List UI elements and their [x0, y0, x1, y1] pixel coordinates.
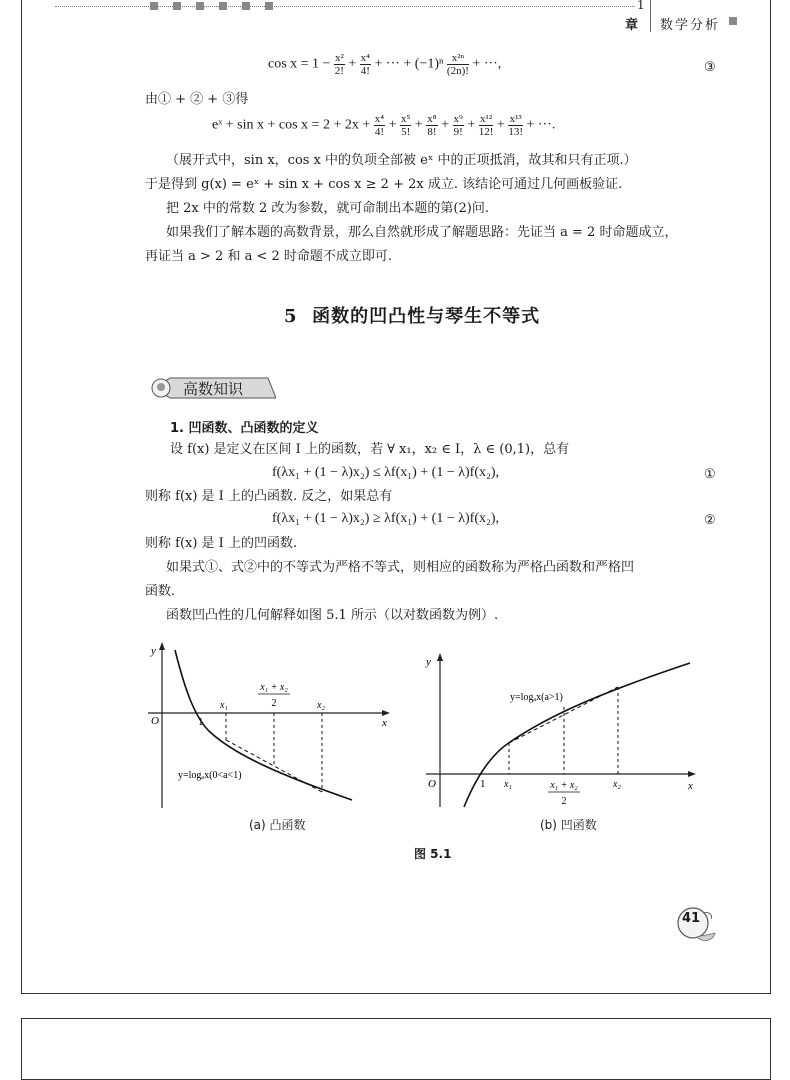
- curve-label: y=logₐx(0<a<1): [178, 770, 242, 781]
- badge-label: 高数知识: [183, 380, 244, 398]
- header-square-icon: [242, 2, 250, 10]
- subsection-heading: 1. 凹函数、凸函数的定义: [170, 421, 319, 436]
- equation-number: ②: [704, 513, 716, 528]
- header-square-icon: [219, 2, 227, 10]
- page-number: 41: [682, 911, 701, 926]
- y-label: y: [151, 645, 156, 657]
- figure-title: 图 5.1: [414, 847, 452, 861]
- section-title: 5 函数的凹凸性与琴生不等式: [284, 306, 541, 327]
- header-book-title: 数学分析: [660, 18, 721, 33]
- paragraph: 函数凹凸性的几何解释如图 5.1 所示（以对数函数为例）.: [166, 608, 499, 623]
- origin-label: O: [428, 778, 436, 790]
- figure-caption: (b) 凹函数: [540, 818, 597, 832]
- equation-3: cos x = 1 − $\frac{\text{x²}}{2!}$ + $\frac{\text{x⁴}}{4!}$ + ··· + (−1)ⁿ $\frac{\text{x²ⁿ}}{(2n)!}$ + ···,: [268, 52, 502, 77]
- header-square-icon: [196, 2, 204, 10]
- curve-label: y=logₐx(a>1): [510, 692, 563, 703]
- header-square-icon: [150, 2, 158, 10]
- origin-label: O: [151, 715, 159, 727]
- x2-label: x₂: [613, 779, 621, 790]
- y-axis-arrow-icon: [159, 642, 165, 650]
- mid-numerator: x₁ + x₂: [550, 780, 578, 791]
- header-square-icon: [729, 17, 737, 25]
- paragraph: 再证当 a > 2 和 a < 2 时命题不成立即可.: [145, 249, 393, 264]
- header-chapter-number: 1: [637, 0, 645, 12]
- paragraph: （展开式中，sin x，cos x 中的负项全部被 eˣ 中的正项抵消，故其和只有正项.）: [166, 153, 637, 168]
- x-axis-arrow-icon: [382, 710, 390, 716]
- x-label: x: [382, 717, 387, 729]
- header-separator: [650, 0, 651, 32]
- paragraph: 函数.: [145, 584, 176, 599]
- paragraph: 如果我们了解本题的高数背景，那么自然就形成了解题思路：先证当 a = 2 时命题成立，: [166, 225, 678, 240]
- header-square-icon: [265, 2, 273, 10]
- one-label: 1: [480, 778, 486, 790]
- x1-label: x₁: [504, 779, 512, 790]
- paragraph: 把 2x 中的常数 2 改为参数，就可命制出本题的第(2)问.: [166, 201, 489, 216]
- paragraph: 则称 f(x) 是 I 上的凸函数. 反之，如果总有: [145, 489, 393, 504]
- x1-label: x₁: [220, 700, 228, 711]
- paragraph: 于是得到 g(x) = eˣ + sin x + cos x ≥ 2 + 2x 成立. 该结论可通过几何画板验证.: [145, 177, 623, 192]
- header-dotted-rule: [55, 6, 635, 7]
- sum-equation: eˣ + sin x + cos x = 2 + 2x + $\frac{\text{x⁴}}{4!}$ + $\frac{\text{x⁵}}{5!}$ + $\frac{\text{x⁸}}{8!}$ + $\frac{\text{x⁹}}{9!}$ + $\frac{\text{x¹²}}{12!}$ + $\frac{\text{x¹³}}{13!}$ + ···.: [212, 113, 556, 138]
- page-border: [21, 0, 771, 994]
- y-label: y: [426, 656, 431, 668]
- equation-2: f(λx₁ + (1 − λ)x₂) ≥ λf(x₁) + (1 − λ)f(x₂),: [272, 511, 500, 526]
- x2-label: x₂: [317, 700, 325, 711]
- one-label: 1: [198, 716, 204, 728]
- header-square-icon: [173, 2, 181, 10]
- text-line: 由① + ② + ③得: [145, 92, 249, 107]
- paragraph: 如果式①、式②中的不等式为严格不等式，则相应的函数称为严格凸函数和严格凹: [166, 560, 635, 575]
- equation-number: ①: [704, 467, 716, 482]
- paragraph: 设 f(x) 是定义在区间 I 上的函数，若 ∀ x₁，x₂ ∈ I，λ ∈ (0,1)，总有: [170, 442, 570, 457]
- equation-1: f(λx₁ + (1 − λ)x₂) ≤ λf(x₁) + (1 − λ)f(x₂),: [272, 465, 500, 480]
- next-page-border: [21, 1018, 771, 1080]
- mid-numerator: x₁ + x₂: [260, 682, 288, 693]
- figure-concave: [420, 645, 710, 815]
- x-label: x: [688, 780, 693, 792]
- figure-convex: [140, 640, 400, 830]
- figure-caption: (a) 凸函数: [249, 818, 306, 832]
- equation-number: ③: [704, 60, 716, 75]
- header-chapter-label: 章: [625, 18, 639, 33]
- y-axis-arrow-icon: [437, 653, 443, 661]
- mid-denominator: 2: [271, 698, 277, 709]
- x-axis-arrow-icon: [688, 771, 696, 777]
- paragraph: 则称 f(x) 是 I 上的凹函数.: [145, 536, 298, 551]
- mid-denominator: 2: [561, 796, 567, 807]
